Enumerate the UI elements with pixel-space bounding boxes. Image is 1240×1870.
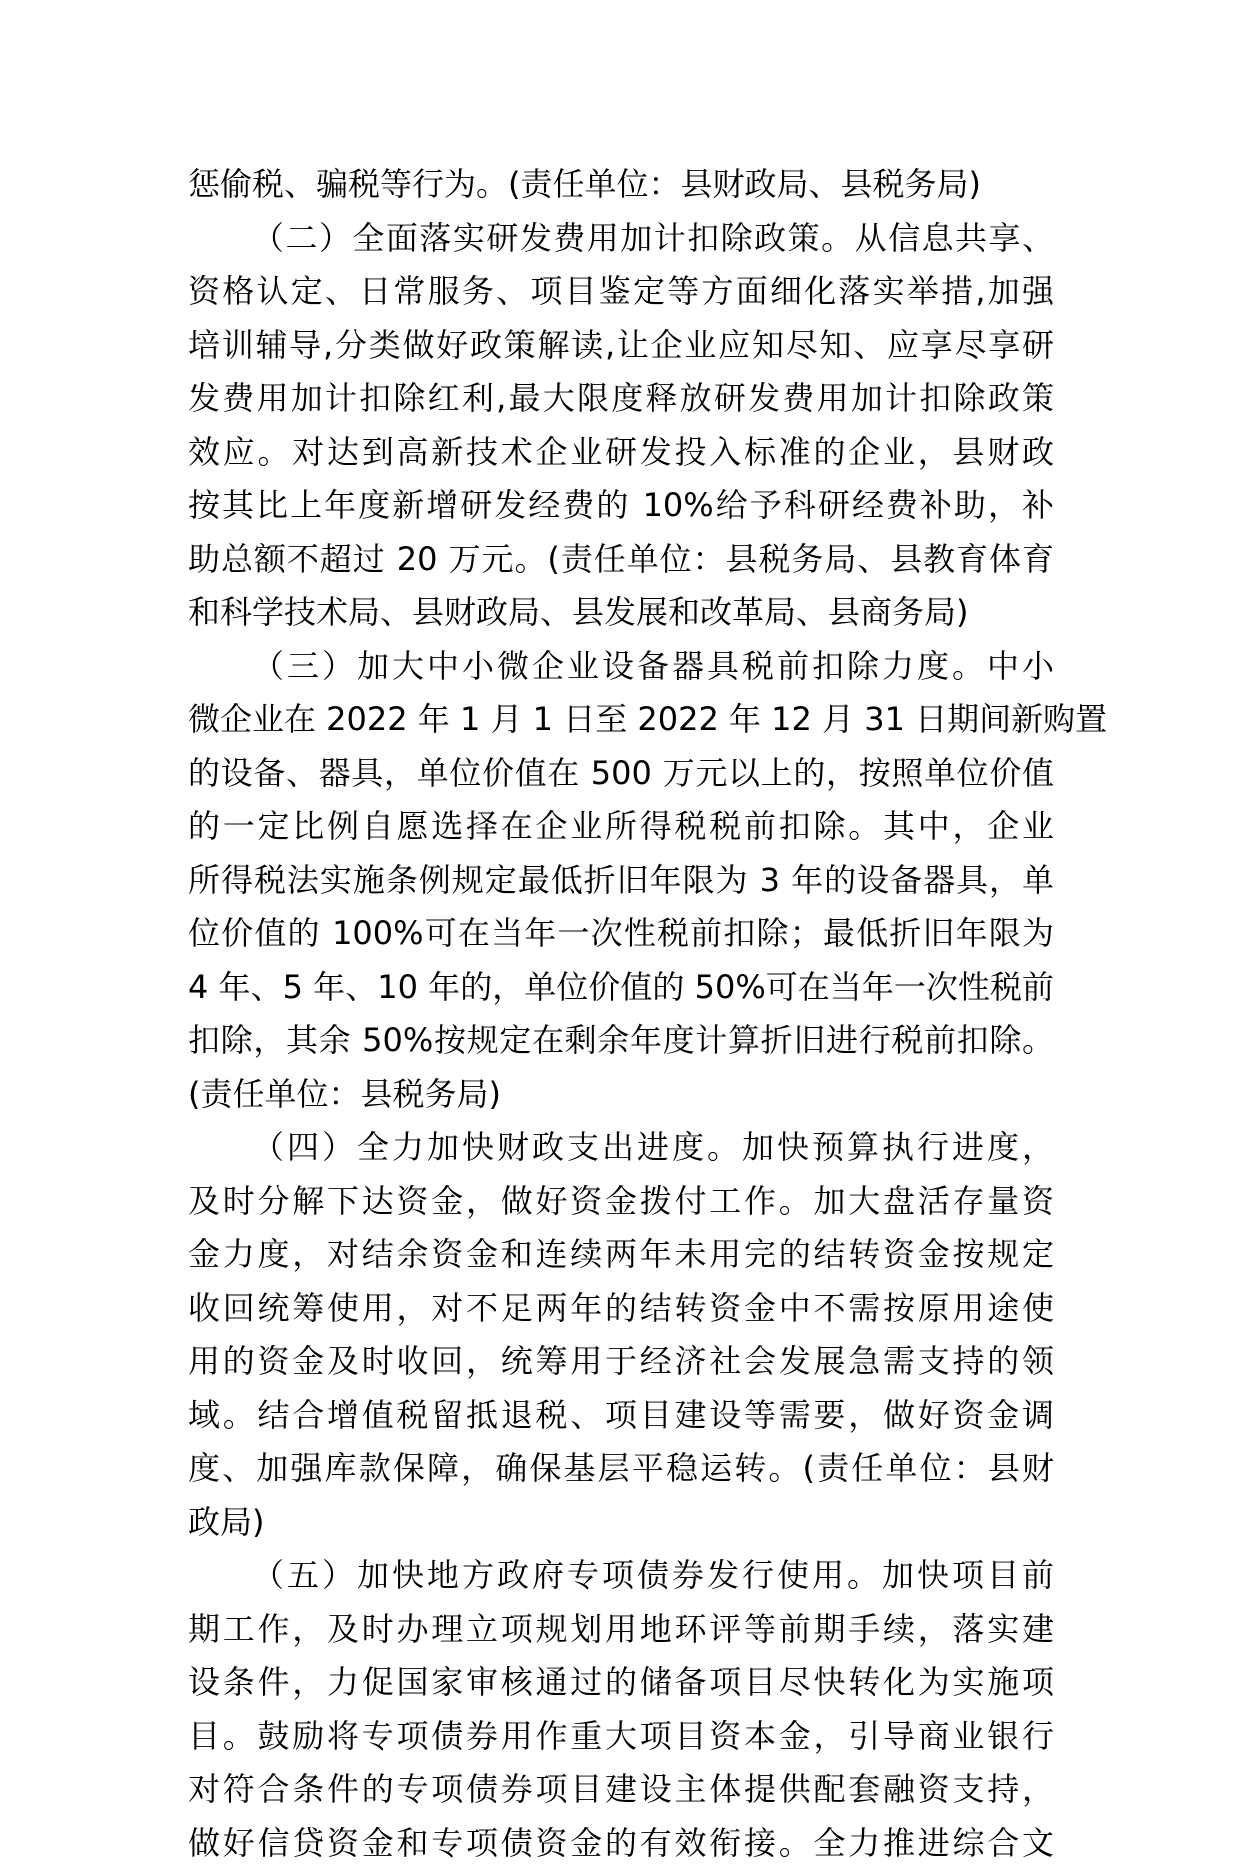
text-line: 收回统筹使用，对不足两年的结转资金中不需按原用途使 bbox=[188, 1282, 1054, 1336]
text-line: 度、加强库款保障，确保基层平稳运转。(责任单位：县财 bbox=[188, 1442, 1054, 1496]
text-line: 和科学技术局、县财政局、县发展和改革局、县商务局) bbox=[188, 586, 1054, 640]
text-line: 的一定比例自愿选择在企业所得税税前扣除。其中，企业 bbox=[188, 800, 1054, 854]
text-line: 效应。对达到高新技术企业研发投入标准的企业，县财政 bbox=[188, 426, 1054, 480]
text-line: 做好信贷资金和专项债资金的有效衔接。全力推进综合文 bbox=[188, 1817, 1054, 1870]
text-line: 资格认定、日常服务、项目鉴定等方面细化落实举措,加强 bbox=[188, 265, 1054, 319]
text-line: （四）全力加快财政支出进度。加快预算执行进度， bbox=[188, 1121, 1054, 1175]
text-line: 设条件，力促国家审核通过的储备项目尽快转化为实施项 bbox=[188, 1656, 1054, 1710]
text-line: 助总额不超过 20 万元。(责任单位：县税务局、县教育体育 bbox=[188, 533, 1054, 587]
text-line: 所得税法实施条例规定最低折旧年限为 3 年的设备器具，单 bbox=[188, 854, 1054, 908]
text-line: （三）加大中小微企业设备器具税前扣除力度。中小 bbox=[188, 640, 1054, 694]
document-page bbox=[188, 158, 1054, 1870]
text-line: 惩偷税、骗税等行为。(责任单位：县财政局、县税务局) bbox=[188, 158, 1054, 212]
text-line: 期工作，及时办理立项规划用地环评等前期手续，落实建 bbox=[188, 1603, 1054, 1657]
text-line: 4 年、5 年、10 年的，单位价值的 50%可在当年一次性税前 bbox=[188, 961, 1054, 1015]
text-line: （五）加快地方政府专项债券发行使用。加快项目前 bbox=[188, 1549, 1054, 1603]
text-line: 微企业在 2022 年 1 月 1 日至 2022 年 12 月 31 日期间新购置 bbox=[188, 693, 1054, 747]
text-line: 金力度，对结余资金和连续两年未用完的结转资金按规定 bbox=[188, 1228, 1054, 1282]
text-line: 按其比上年度新增研发经费的 10%给予科研经费补助，补 bbox=[188, 479, 1054, 533]
text-line: 域。结合增值税留抵退税、项目建设等需要，做好资金调 bbox=[188, 1389, 1054, 1443]
text-line: 政局) bbox=[188, 1496, 1054, 1550]
text-line: 发费用加计扣除红利,最大限度释放研发费用加计扣除政策 bbox=[188, 372, 1054, 426]
text-line: 的设备、器具，单位价值在 500 万元以上的，按照单位价值 bbox=[188, 747, 1054, 801]
text-line: 培训辅导,分类做好政策解读,让企业应知尽知、应享尽享研 bbox=[188, 319, 1054, 373]
text-line: 用的资金及时收回，统筹用于经济社会发展急需支持的领 bbox=[188, 1335, 1054, 1389]
text-line: (责任单位：县税务局) bbox=[188, 1068, 1054, 1122]
text-line: 扣除，其余 50%按规定在剩余年度计算折旧进行税前扣除。 bbox=[188, 1014, 1054, 1068]
text-line: （二）全面落实研发费用加计扣除政策。从信息共享、 bbox=[188, 212, 1054, 266]
text-line: 对符合条件的专项债券项目建设主体提供配套融资支持， bbox=[188, 1763, 1054, 1817]
text-line: 目。鼓励将专项债券用作重大项目资本金，引导商业银行 bbox=[188, 1710, 1054, 1764]
text-line: 及时分解下达资金，做好资金拨付工作。加大盘活存量资 bbox=[188, 1175, 1054, 1229]
text-line: 位价值的 100%可在当年一次性税前扣除；最低折旧年限为 bbox=[188, 907, 1054, 961]
